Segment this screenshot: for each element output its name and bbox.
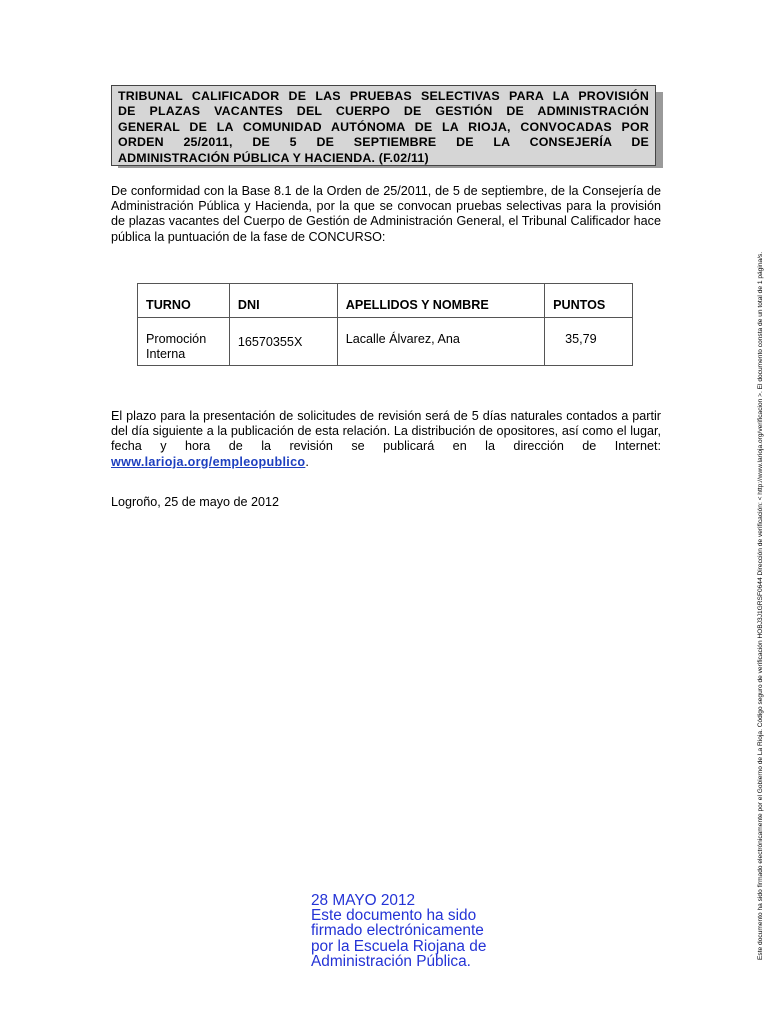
- title-line: GENERAL DE LA COMUNIDAD AUTÓNOMA DE LA RIOJA, CONVOCADAS POR: [118, 119, 649, 134]
- intro-paragraph: De conformidad con la Base 8.1 de la Orden de 25/2011, de 5 de septiembre, de la Consejería de Administración Pública y Hacienda, por la que se convocan pruebas selectivas para la provisión de plazas vacantes del Cuerpo de Gestión de Administración General, el Tribunal Calificador hace pública la puntuación de la fase de CONCURSO:: [111, 184, 661, 244]
- results-table: [137, 283, 633, 366]
- column-header-dni: DNI: [229, 284, 337, 318]
- review-end: .: [305, 454, 309, 469]
- document-title: [111, 85, 656, 166]
- cell-puntos: 35,79: [545, 318, 633, 366]
- stamp-date: 28 MAYO 2012: [311, 892, 416, 909]
- table-row: [138, 318, 633, 366]
- cell-dni: 16570355X: [229, 318, 337, 366]
- review-text: El plazo para la presentación de solicitudes de revisión será de 5 días naturales contados a partir del día siguiente a la publicación de esta relación. La distribución de opositores, así como el lugar, fecha y hora de la revisión se publicará en la dirección de Internet:: [111, 409, 661, 454]
- date-line: Logroño, 25 de mayo de 2012: [111, 495, 280, 509]
- title-line: TRIBUNAL CALIFICADOR DE LAS PRUEBAS SELECTIVAS PARA LA PROVISIÓN: [118, 89, 649, 103]
- stamp-line: Administración Pública.: [311, 952, 471, 970]
- title-line: ADMINISTRACIÓN PÚBLICA Y HACIENDA. (F.02/11): [118, 150, 429, 165]
- column-header-turno: TURNO: [138, 284, 230, 318]
- electronic-signature-stamp: [311, 893, 531, 969]
- table-header-row: [138, 284, 633, 318]
- cell-turno: Promoción Interna: [138, 318, 230, 366]
- stamp-line: firmado electrónicamente: [311, 922, 484, 940]
- empleo-publico-link[interactable]: www.larioja.org/empleopublico: [111, 454, 306, 469]
- review-paragraph: [111, 409, 661, 470]
- stamp-line: por la Escuela Riojana de: [311, 937, 487, 955]
- stamp-line: Este documento ha sido: [311, 907, 477, 925]
- title-line: DE PLAZAS VACANTES DEL CUERPO DE GESTIÓN DE ADMINISTRACIÓN: [118, 104, 649, 119]
- cell-nombre: Lacalle Álvarez, Ana: [337, 318, 544, 366]
- column-header-nombre: APELLIDOS Y NOMBRE: [337, 284, 544, 318]
- column-header-puntos: PUNTOS: [545, 284, 633, 318]
- verification-side-note: Este documento ha sido firmado electrónicamente por el Gobierno de La Rioja. Código seguro de verificación HOBJ3J1GRSF0644 Dirección de verificación: < http://www.larioja.org/verificacion >. El documento consta de un total de 1 página/s.: [757, 251, 764, 960]
- title-line: ORDEN 25/2011, DE 5 DE SEPTIEMBRE DE LA CONSEJERÍA DE: [118, 135, 649, 150]
